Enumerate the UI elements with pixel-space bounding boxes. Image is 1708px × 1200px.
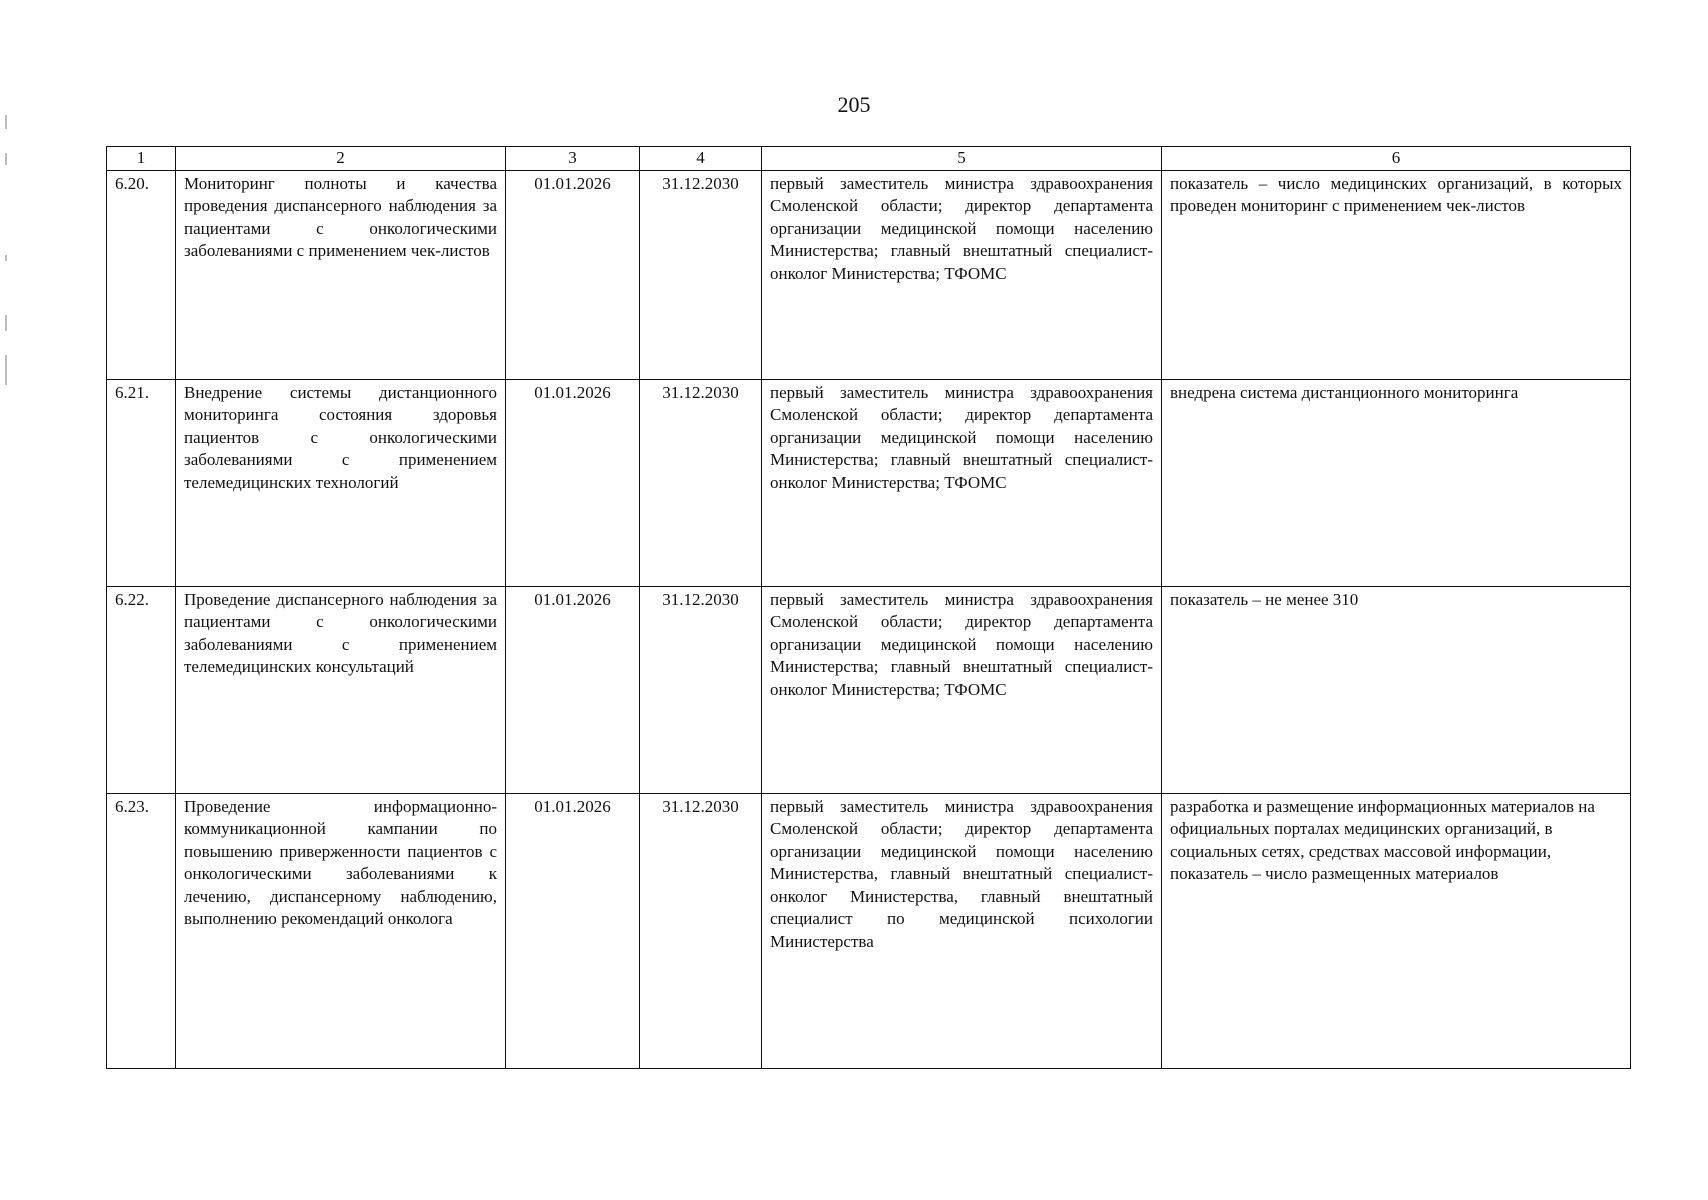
result-indicator: показатель – число размещенных материалов [1170,864,1499,883]
responsible-cell: первый заместитель министра здравоохранения Смоленской области; директор департамента организации медицинской помощи населению Министерства; главный внештатный специалист-онколог Министерства; ТФОМС [762,586,1162,793]
activity-cell: Внедрение системы дистанционного мониторинга состояния здоровья пациентов с онкологическими заболеваниями с применением телемедицинских технологий [176,379,506,586]
end-date: 31.12.2030 [640,170,762,379]
header-col-5: 5 [762,147,1162,171]
page-number: 205 [837,92,871,117]
responsible-cell: первый заместитель министра здравоохранения Смоленской области; директор департамента организации медицинской помощи населению Министерства, главный внештатный специалист-онколог Министерства, главный внештатный специалист по медицинской психологии Министерства [762,793,1162,1068]
row-number: 6.21. [107,379,176,586]
end-date: 31.12.2030 [640,586,762,793]
measures-table [106,146,1631,1069]
start-date: 01.01.2026 [506,586,640,793]
activity-cell: Проведение информационно-коммуникационной кампании по повышению приверженности пациентов с онкологическими заболеваниями к лечению, диспансерному наблюдению, выполнению рекомендаций онколога [176,793,506,1068]
row-number: 6.22. [107,586,176,793]
activity-cell: Мониторинг полноты и качества проведения диспансерного наблюдения за пациентами с онкологическими заболеваниями с применением чек-листов [176,170,506,379]
row-number: 6.23. [107,793,176,1068]
result-cell: внедрена система дистанционного мониторинга [1162,379,1631,586]
header-col-3: 3 [506,147,640,171]
result-cell: показатель – не менее 310 [1162,586,1631,793]
table-row [107,170,1631,379]
activity-cell: Проведение диспансерного наблюдения за пациентами с онкологическими заболеваниями с применением телемедицинских консультаций [176,586,506,793]
table-row [107,379,1631,586]
table-row [107,793,1631,1068]
header-col-2: 2 [176,147,506,171]
end-date: 31.12.2030 [640,379,762,586]
header-col-1: 1 [107,147,176,171]
table-row [107,586,1631,793]
result-cell: показатель – число медицинских организаций, в которых проведен мониторинг с применением чек-листов [1162,170,1631,379]
start-date: 01.01.2026 [506,379,640,586]
result-text: разработка и размещение информационных материалов на официальных порталах медицинских организаций, в социальных сетях, средствах массовой информации, [1170,796,1595,861]
start-date: 01.01.2026 [506,170,640,379]
row-number: 6.20. [107,170,176,379]
scan-margin-marks [5,115,7,385]
table-header-row [107,147,1631,171]
header-col-6: 6 [1162,147,1631,171]
header-col-4: 4 [640,147,762,171]
responsible-cell: первый заместитель министра здравоохранения Смоленской области; директор департамента организации медицинской помощи населению Министерства; главный внештатный специалист-онколог Министерства; ТФОМС [762,170,1162,379]
responsible-cell: первый заместитель министра здравоохранения Смоленской области; директор департамента организации медицинской помощи населению Министерства; главный внештатный специалист-онколог Министерства; ТФОМС [762,379,1162,586]
result-cell [1162,793,1631,1068]
end-date: 31.12.2030 [640,793,762,1068]
start-date: 01.01.2026 [506,793,640,1068]
